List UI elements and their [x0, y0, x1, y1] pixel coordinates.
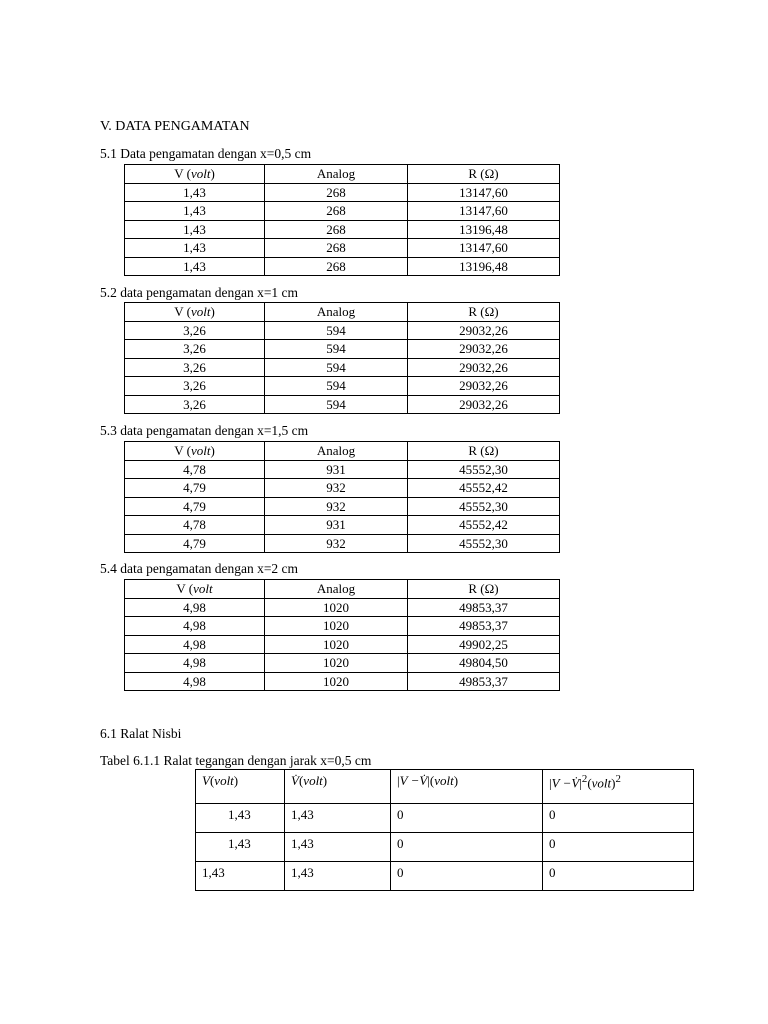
header-v-mean: V̇(volt)	[285, 770, 391, 804]
cell-voltage: 4,79	[125, 534, 265, 553]
data-table-5-3	[124, 441, 560, 553]
cell-resistance: 29032,26	[408, 395, 560, 414]
cell-resistance: 13196,48	[408, 257, 560, 276]
cell-resistance: 13196,48	[408, 220, 560, 239]
error-table-caption: Tabel 6.1.1 Ralat tegangan dengan jarak x=0,5 cm	[100, 753, 372, 768]
cell-resistance: 13147,60	[408, 202, 560, 221]
table-caption-5-2: 5.2 data pengamatan dengan x=1 cm	[100, 285, 299, 300]
cell-resistance: 45552,30	[408, 534, 560, 553]
cell-resistance: 49804,50	[408, 654, 560, 673]
table-row	[125, 183, 560, 202]
header-resistance: R (Ω)	[408, 303, 560, 322]
header-voltage: V (volt	[125, 580, 265, 599]
cell-voltage: 4,98	[125, 617, 265, 636]
cell-v: 1,43	[196, 804, 285, 833]
cell-resistance: 49902,25	[408, 635, 560, 654]
header-voltage: V (volt)	[125, 442, 265, 461]
section-title: V. DATA PENGAMATAN	[100, 119, 250, 134]
table-row	[125, 534, 560, 553]
cell-resistance: 13147,60	[408, 239, 560, 258]
cell-v-mean: 1,43	[285, 862, 391, 891]
cell-voltage: 3,26	[125, 340, 265, 359]
cell-voltage: 3,26	[125, 358, 265, 377]
data-table-5-1	[124, 164, 560, 276]
table-row	[125, 220, 560, 239]
header-analog: Analog	[265, 165, 408, 184]
cell-v-mean: 1,43	[285, 804, 391, 833]
table-row	[196, 804, 694, 833]
error-table-header-row	[196, 770, 694, 804]
header-resistance: R (Ω)	[408, 580, 560, 599]
cell-analog: 1020	[265, 598, 408, 617]
cell-squared-deviation: 0	[543, 804, 694, 833]
cell-voltage: 4,98	[125, 672, 265, 691]
cell-voltage: 4,98	[125, 635, 265, 654]
cell-analog: 594	[265, 321, 408, 340]
table-caption-5-3: 5.3 data pengamatan dengan x=1,5 cm	[100, 423, 309, 438]
cell-voltage: 4,78	[125, 460, 265, 479]
header-abs-deviation: |V −V̇|(volt)	[391, 770, 543, 804]
table-caption-5-4: 5.4 data pengamatan dengan x=2 cm	[100, 561, 299, 576]
cell-voltage: 4,78	[125, 516, 265, 535]
cell-resistance: 29032,26	[408, 377, 560, 396]
table-row	[125, 516, 560, 535]
cell-voltage: 3,26	[125, 395, 265, 414]
table-row	[125, 672, 560, 691]
cell-voltage: 1,43	[125, 257, 265, 276]
cell-resistance: 29032,26	[408, 321, 560, 340]
cell-v: 1,43	[196, 862, 285, 891]
cell-abs-deviation: 0	[391, 804, 543, 833]
cell-resistance: 49853,37	[408, 598, 560, 617]
cell-analog: 932	[265, 534, 408, 553]
table-header-row	[125, 303, 560, 322]
section-6-title: 6.1 Ralat Nisbi	[100, 726, 182, 741]
cell-squared-deviation: 0	[543, 833, 694, 862]
cell-analog: 268	[265, 220, 408, 239]
table-row	[125, 321, 560, 340]
cell-abs-deviation: 0	[391, 862, 543, 891]
data-table-5-2	[124, 302, 560, 414]
table-caption-5-1: 5.1 Data pengamatan dengan x=0,5 cm	[100, 146, 312, 161]
table-row	[196, 833, 694, 862]
table-row	[196, 862, 694, 891]
cell-voltage: 4,98	[125, 598, 265, 617]
table-row	[125, 617, 560, 636]
cell-analog: 1020	[265, 635, 408, 654]
table-row	[125, 358, 560, 377]
cell-analog: 932	[265, 497, 408, 516]
cell-analog: 268	[265, 239, 408, 258]
cell-voltage: 1,43	[125, 183, 265, 202]
cell-voltage: 4,79	[125, 479, 265, 498]
cell-analog: 1020	[265, 654, 408, 673]
cell-resistance: 45552,30	[408, 460, 560, 479]
table-row	[125, 340, 560, 359]
cell-analog: 594	[265, 340, 408, 359]
cell-analog: 594	[265, 377, 408, 396]
cell-resistance: 45552,42	[408, 516, 560, 535]
cell-voltage: 1,43	[125, 239, 265, 258]
header-v: V(volt)	[196, 770, 285, 804]
cell-resistance: 29032,26	[408, 340, 560, 359]
header-analog: Analog	[265, 303, 408, 322]
cell-voltage: 1,43	[125, 220, 265, 239]
cell-voltage: 4,79	[125, 497, 265, 516]
table-header-row	[125, 580, 560, 599]
cell-voltage: 3,26	[125, 321, 265, 340]
header-analog: Analog	[265, 580, 408, 599]
cell-analog: 594	[265, 358, 408, 377]
cell-analog: 1020	[265, 672, 408, 691]
cell-analog: 931	[265, 460, 408, 479]
cell-resistance: 45552,30	[408, 497, 560, 516]
cell-voltage: 1,43	[125, 202, 265, 221]
cell-analog: 268	[265, 202, 408, 221]
table-row	[125, 460, 560, 479]
table-row	[125, 497, 560, 516]
header-voltage: V (volt)	[125, 165, 265, 184]
error-table	[195, 769, 694, 891]
cell-voltage: 3,26	[125, 377, 265, 396]
cell-abs-deviation: 0	[391, 833, 543, 862]
table-row	[125, 598, 560, 617]
table-row	[125, 239, 560, 258]
cell-analog: 268	[265, 183, 408, 202]
cell-resistance: 29032,26	[408, 358, 560, 377]
cell-resistance: 49853,37	[408, 672, 560, 691]
cell-v-mean: 1,43	[285, 833, 391, 862]
table-row	[125, 635, 560, 654]
header-resistance: R (Ω)	[408, 165, 560, 184]
table-header-row	[125, 442, 560, 461]
table-row	[125, 377, 560, 396]
cell-analog: 932	[265, 479, 408, 498]
header-analog: Analog	[265, 442, 408, 461]
table-row	[125, 202, 560, 221]
table-row	[125, 257, 560, 276]
cell-resistance: 49853,37	[408, 617, 560, 636]
header-squared-deviation: $|V -V̇|^2(volt)^2$	[543, 770, 694, 804]
table-header-row	[125, 165, 560, 184]
cell-resistance: 45552,42	[408, 479, 560, 498]
cell-v: 1,43	[196, 833, 285, 862]
cell-voltage: 4,98	[125, 654, 265, 673]
cell-squared-deviation: 0	[543, 862, 694, 891]
cell-analog: 594	[265, 395, 408, 414]
cell-analog: 268	[265, 257, 408, 276]
data-table-5-4	[124, 579, 560, 691]
table-row	[125, 395, 560, 414]
table-row	[125, 479, 560, 498]
header-voltage: V (volt)	[125, 303, 265, 322]
cell-analog: 931	[265, 516, 408, 535]
cell-analog: 1020	[265, 617, 408, 636]
header-resistance: R (Ω)	[408, 442, 560, 461]
cell-resistance: 13147,60	[408, 183, 560, 202]
table-row	[125, 654, 560, 673]
